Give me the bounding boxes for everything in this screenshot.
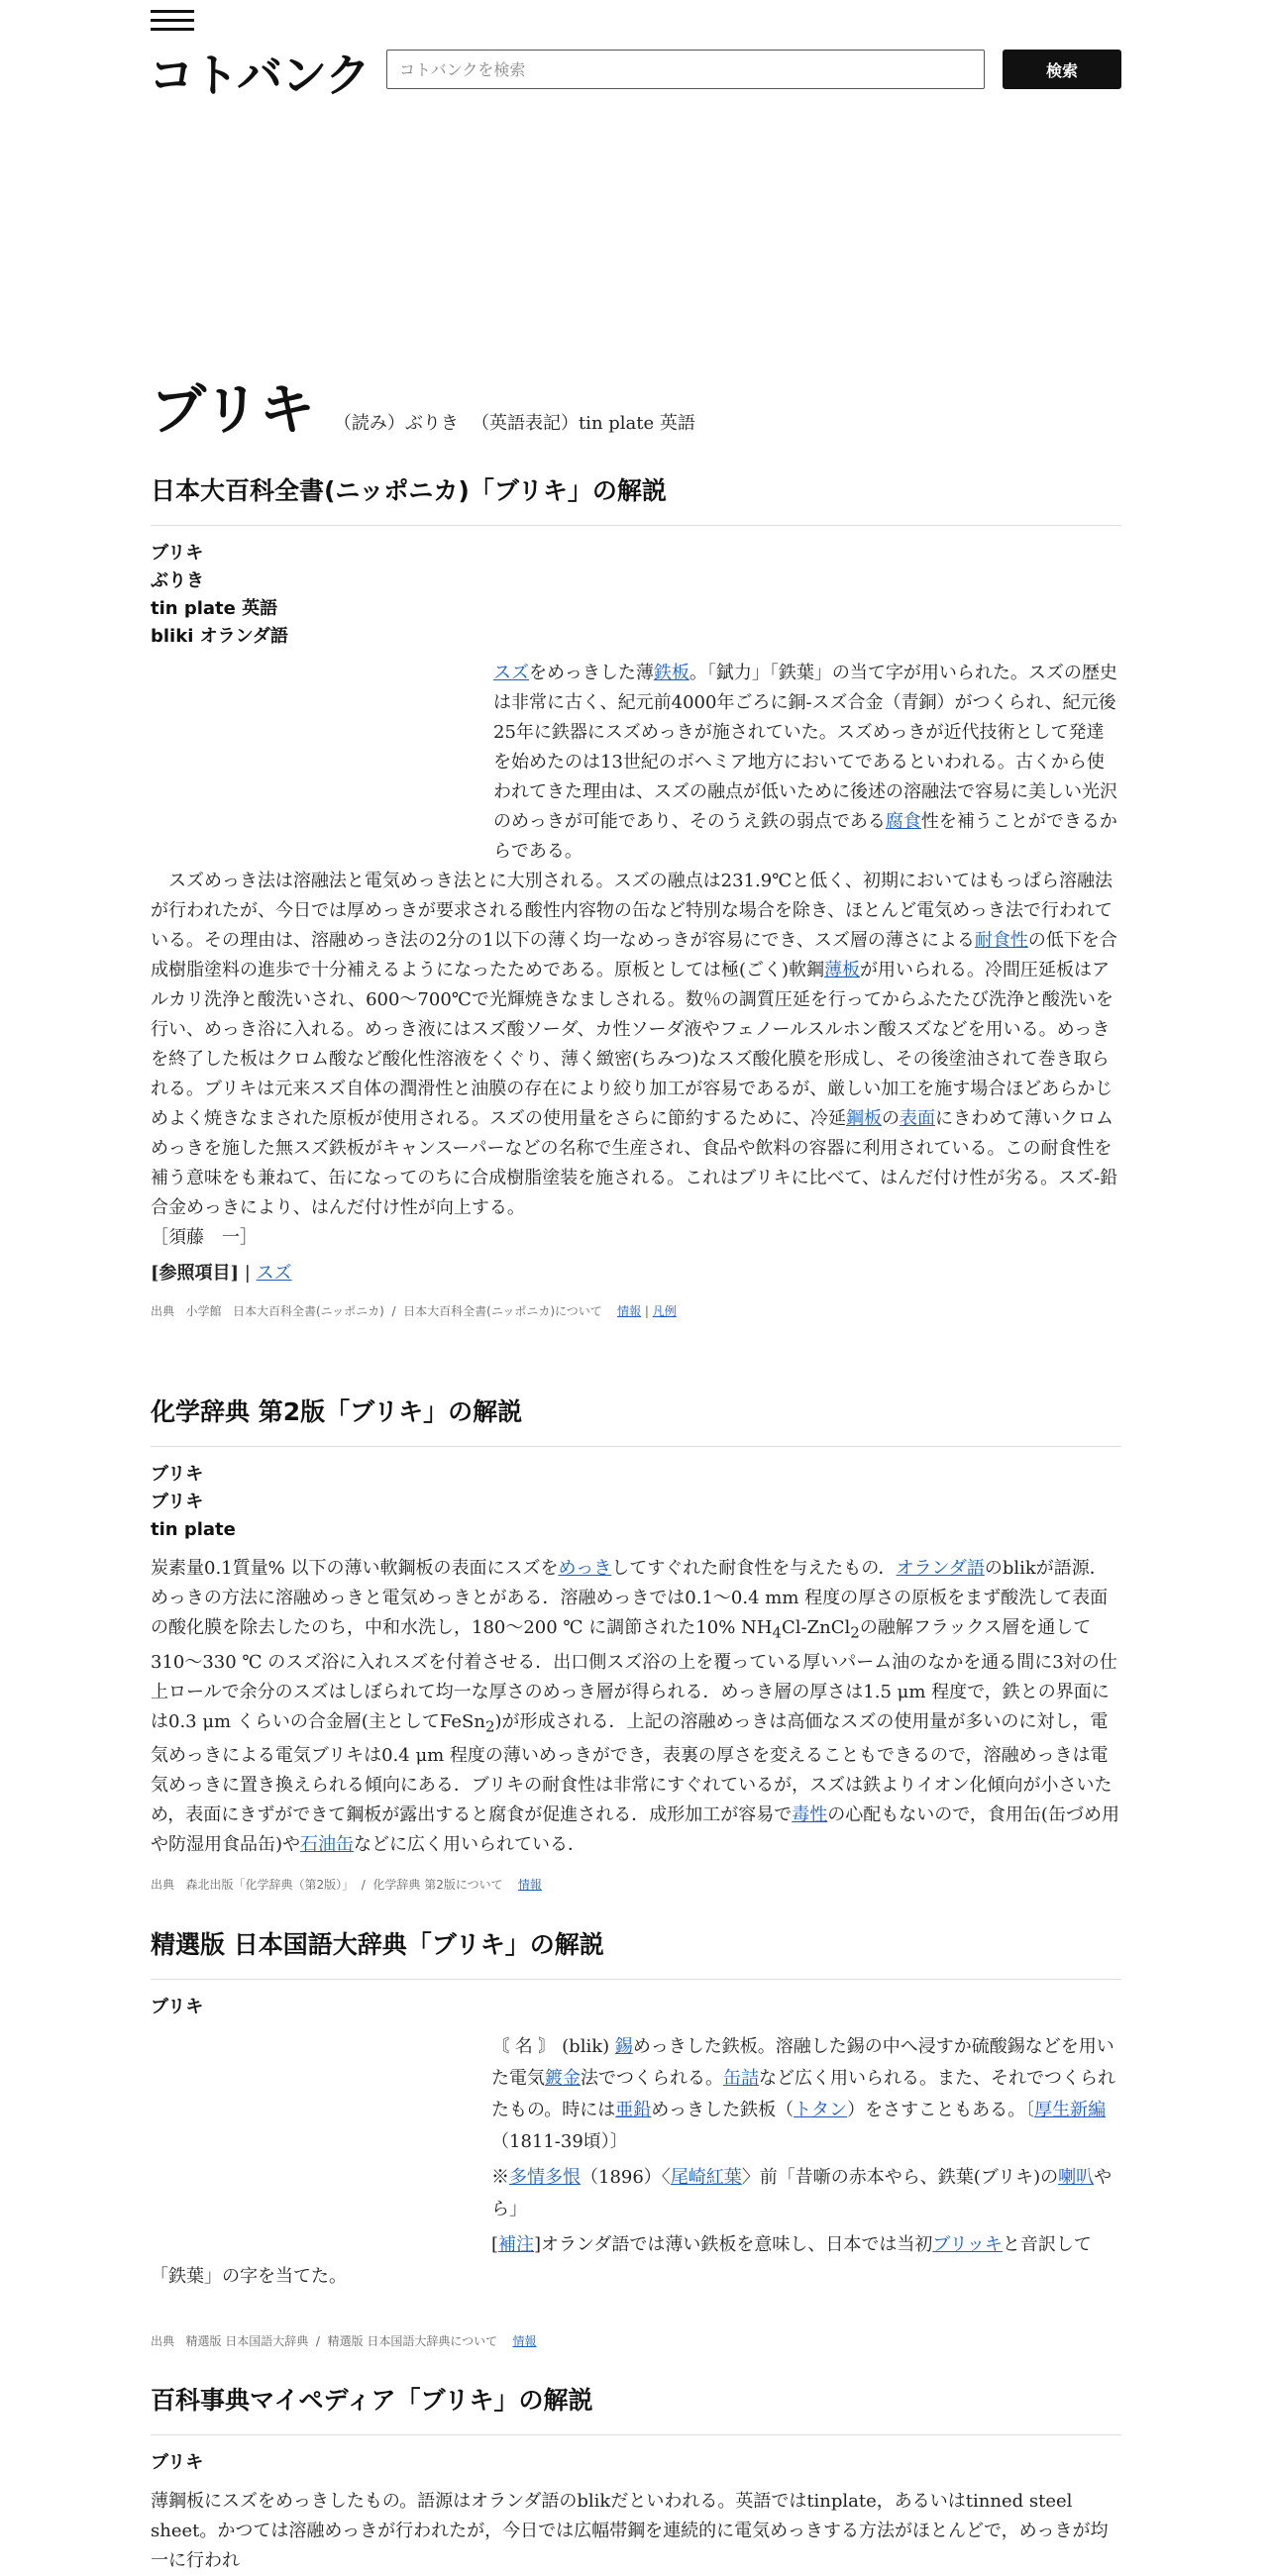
link-kanzume[interactable]: 缶詰 [723, 2068, 759, 2089]
link-kohan[interactable]: 鋼板 [846, 1108, 882, 1129]
info-link[interactable]: 情報 [517, 1878, 542, 1893]
headword-dutch: bliki オランダ語 [151, 626, 288, 647]
link-mekki[interactable]: めっき [558, 1558, 612, 1579]
info-link[interactable]: 情報 [512, 2334, 537, 2348]
source-line: 出典 森北出版「化学辞典（第2版）」 / 化学辞典 第2版について 情報 [151, 1878, 542, 1893]
section-heading: 精選版 日本国語大辞典「ブリキ」の解説 [151, 1925, 1121, 1980]
search-input[interactable] [386, 50, 985, 89]
link-aen[interactable]: 亜鉛 [615, 2100, 652, 2120]
link-totan[interactable]: トタン [794, 2100, 848, 2120]
article-body: 〘 名 〙 (blik) 錫めっきした鉄板。溶融した錫の中へ浸すか硫酸錫などを用いた電気鍍金法でつくられる。缶詰など広く用いられる。また、それでつくられたもの。時には亜鉛めっきした鉄板（トタン）をさすこともある。〔厚生新編（1811‐39頃）〕 ※多情多恨（1896）〈尾崎紅葉〉前「昔噺の赤本やら、鉄葉(ブリキ)の喇叭やら」 [補注]オランダ語では薄い鉄板を意味し、日本では当初ブリッキと音訳して「鉄葉」の字を当てた。 [151, 2036, 1115, 2287]
headword-2: ブリキ [151, 1492, 204, 1512]
section-heading: 日本大百科全書(ニッポニカ)「ブリキ」の解説 [151, 471, 1121, 526]
author: ［須藤 一］ [151, 1227, 258, 1248]
article-body: 薄鋼板にスズをめっきしたもの。語源はオランダ語のblikだといわれる。英語ではtinplate，あるいはtinned steel sheet。かつては溶融めっきが行われたが，今日では広幅帯鋼を連続的に電気めっきする方法がほとんどで，めっきが均一に行われ [151, 2491, 1109, 2571]
headword-english: tin plate [151, 1519, 236, 1540]
link-suzu[interactable]: 錫 [614, 2036, 633, 2057]
article-body: 炭素量0.1質量% 以下の薄い軟鋼板の表面にスズをめっきしてすぐれた耐食性を与えたもの．オランダ語のblikが語源．めっきの方法に溶融めっきと電気めっきとがある．溶融めっきでは0.1～0.4 mm 程度の厚さの原板をまず酸洗して表面の酸化膜を除去したのち，中和水洗し，180～200 ℃ に調節された10% $NH_4Cl-ZnCl_2$の融解フラックス層を通して310～330 ℃ のスズ浴に入れスズを付着させる．出口側スズ浴の上を覆っている厚いパーム油のなかを通る間に3対の仕上ロールで余分のスズはしぼられて均一な厚さのめっき層が得られる．めっき層の厚さは1.5 μm 程度で，鉄との界面には0.3 μm くらいの合金層(主としてFeSn$_2$)が形成される．上記の溶融めっきは高価なスズの使用量が多いのに対し，電気めっきによる電気ブリキは0.4 μm 程度の薄いめっきができ，表裏の厚さを変えることもできるので，溶融めっきは電気めっきに置き換えられる傾向にある．ブリキの耐食性は非常にすぐれているが，スズは鉄よりイオン化傾向が小さいため，表面にきずができて鋼板が露出すると腐食が促進される．成形加工が容易で毒性の心配もないので，食用缶(缶づめ用や防湿用食品缶)や石油缶などに広く用いられている． [151, 1558, 1119, 1856]
article-body: スズをめっきした薄鉄板。「錻力」「鉄葉」の当て字が用いられた。スズの歴史は非常に古く、紀元前4000年ごろに銅-スズ合金（青銅）がつくられ、紀元後25年に鉄器にスズめっきが施されていた。スズめっきが近代技術として発達を始めたのは13世紀のボヘミア地方においてであるといわれる。古くから使われてきた理由は、スズの融点が低いために後述の溶融法で容易に美しい光沢のめっきが可能であり、そのうえ鉄の弱点である腐食性を補うことができるからである。 スズめっき法は溶融法と電気めっき法とに大別される。スズの融点は231.9℃と低く、初期においてはもっぱら溶融法が行われたが、今日では厚めっきが要求される酸性内容物の缶など特別な場合を除き、ほとんど電気めっき法で行われている。その理由は、溶融めっき法の2分の1以下の薄く均一なめっきが容易にでき、スズ層の薄さによる耐食性の低下を合成樹脂塗料の進歩で十分補えるようになったためである。原板としては極(ごく)軟鋼薄板が用いられる。冷間圧延板はアルカリ洗浄と酸洗いされ、600～700℃で光輝焼きなましされる。数％の調質圧延を行ってからふたたび洗浄と酸洗いを行い、めっき浴に入れる。めっき液にはスズ酸ソーダ、カ性ソーダ液やフェノールスルホン酸スズなどを用いる。めっきを終了した板はクロム酸など酸化性溶液をくぐり、薄く緻密(ちみつ)なスズ酸化膜を形成し、その後塗油されて巻き取られる。ブリキは元来スズ自体の潤滑性と油膜の存在により絞り加工が容易であるが、厳しい加工を施す場合ほどあらかじめよく焼きなまされた原板が使用される。スズの使用量をさらに節約するために、冷延鋼板の表面にきわめて薄いクロムめっきを施した無スズ鉄板がキャンスーパーなどの名称で生産され、食品や飲料の容器に利用されている。この耐食性を補う意味をも兼ねて、缶になってのちに合成樹脂塗装を施される。これはブリキに比べて、はんだ付け性が劣る。スズ-鉛合金めっきにより、はんだ付け性が向上する。 ［須藤 一］ [151, 659, 1121, 1253]
link-dokusei[interactable]: 毒性 [792, 1804, 828, 1826]
headword-reading: ぶりき [151, 570, 204, 591]
link-sekiyu[interactable]: 石油缶 [300, 1834, 355, 1856]
entry-english: （英語表記）tin plate 英語 [471, 413, 695, 434]
link-rappa[interactable]: 喇叭 [1058, 2167, 1095, 2188]
source-line: 出典 小学館 日本大百科全書(ニッポニカ) / 日本大百科全書(ニッポニカ)について 情報 | 凡例 [151, 1304, 677, 1318]
link-ozaki[interactable]: 尾崎紅葉 [670, 2167, 742, 2188]
section-nipponica [151, 471, 1121, 1319]
section-seisenban [151, 1925, 1121, 2349]
ref-link-suzu[interactable]: スズ [256, 1263, 292, 1284]
entry-reading: （読み）ぶりき [333, 413, 459, 434]
section-mypedia [151, 2381, 1121, 2576]
hanrei-link[interactable]: 凡例 [652, 1304, 677, 1318]
link-teppan[interactable]: 鉄板 [653, 663, 689, 683]
link-usuita[interactable]: 薄板 [824, 960, 861, 980]
link-hochu[interactable]: 補注 [498, 2234, 535, 2255]
headword: ブリキ [151, 2452, 204, 2473]
info-link[interactable]: 情報 [617, 1304, 642, 1318]
search-button[interactable]: 検索 [1003, 50, 1121, 89]
section-heading: 百科事典マイペディア「ブリキ」の解説 [151, 2381, 1121, 2435]
link-fushoku[interactable]: 腐食 [885, 811, 921, 832]
link-tajo[interactable]: 多情多恨 [509, 2167, 581, 2188]
section-heading: 化学辞典 第2版「ブリキ」の解説 [151, 1392, 1121, 1447]
headword: ブリキ [151, 1997, 204, 2017]
section-kagaku [151, 1392, 1121, 1893]
source-line: 出典 精選版 日本国語大辞典 / 精選版 日本国語大辞典について 情報 [151, 2334, 537, 2348]
reference-items: [参照項目] | スズ [151, 1263, 292, 1284]
site-logo[interactable]: コトバンク [149, 49, 371, 102]
link-taishoku[interactable]: 耐食性 [974, 930, 1028, 951]
menu-icon[interactable] [151, 10, 194, 36]
link-oranda[interactable]: オランダ語 [896, 1558, 985, 1579]
link-hyomen[interactable]: 表面 [900, 1108, 935, 1129]
link-mekki[interactable]: 鍍金 [545, 2068, 581, 2089]
page-title [151, 366, 1121, 446]
headword: ブリキ [151, 543, 204, 564]
link-buriki[interactable]: ブリッキ [932, 2234, 1003, 2255]
link-suzu[interactable]: スズ [493, 663, 529, 683]
entry-word: ブリキ [151, 378, 315, 443]
link-kosei[interactable]: 厚生新編 [1034, 2100, 1107, 2120]
headword: ブリキ [151, 1464, 204, 1485]
headword-english: tin plate 英語 [151, 598, 278, 619]
